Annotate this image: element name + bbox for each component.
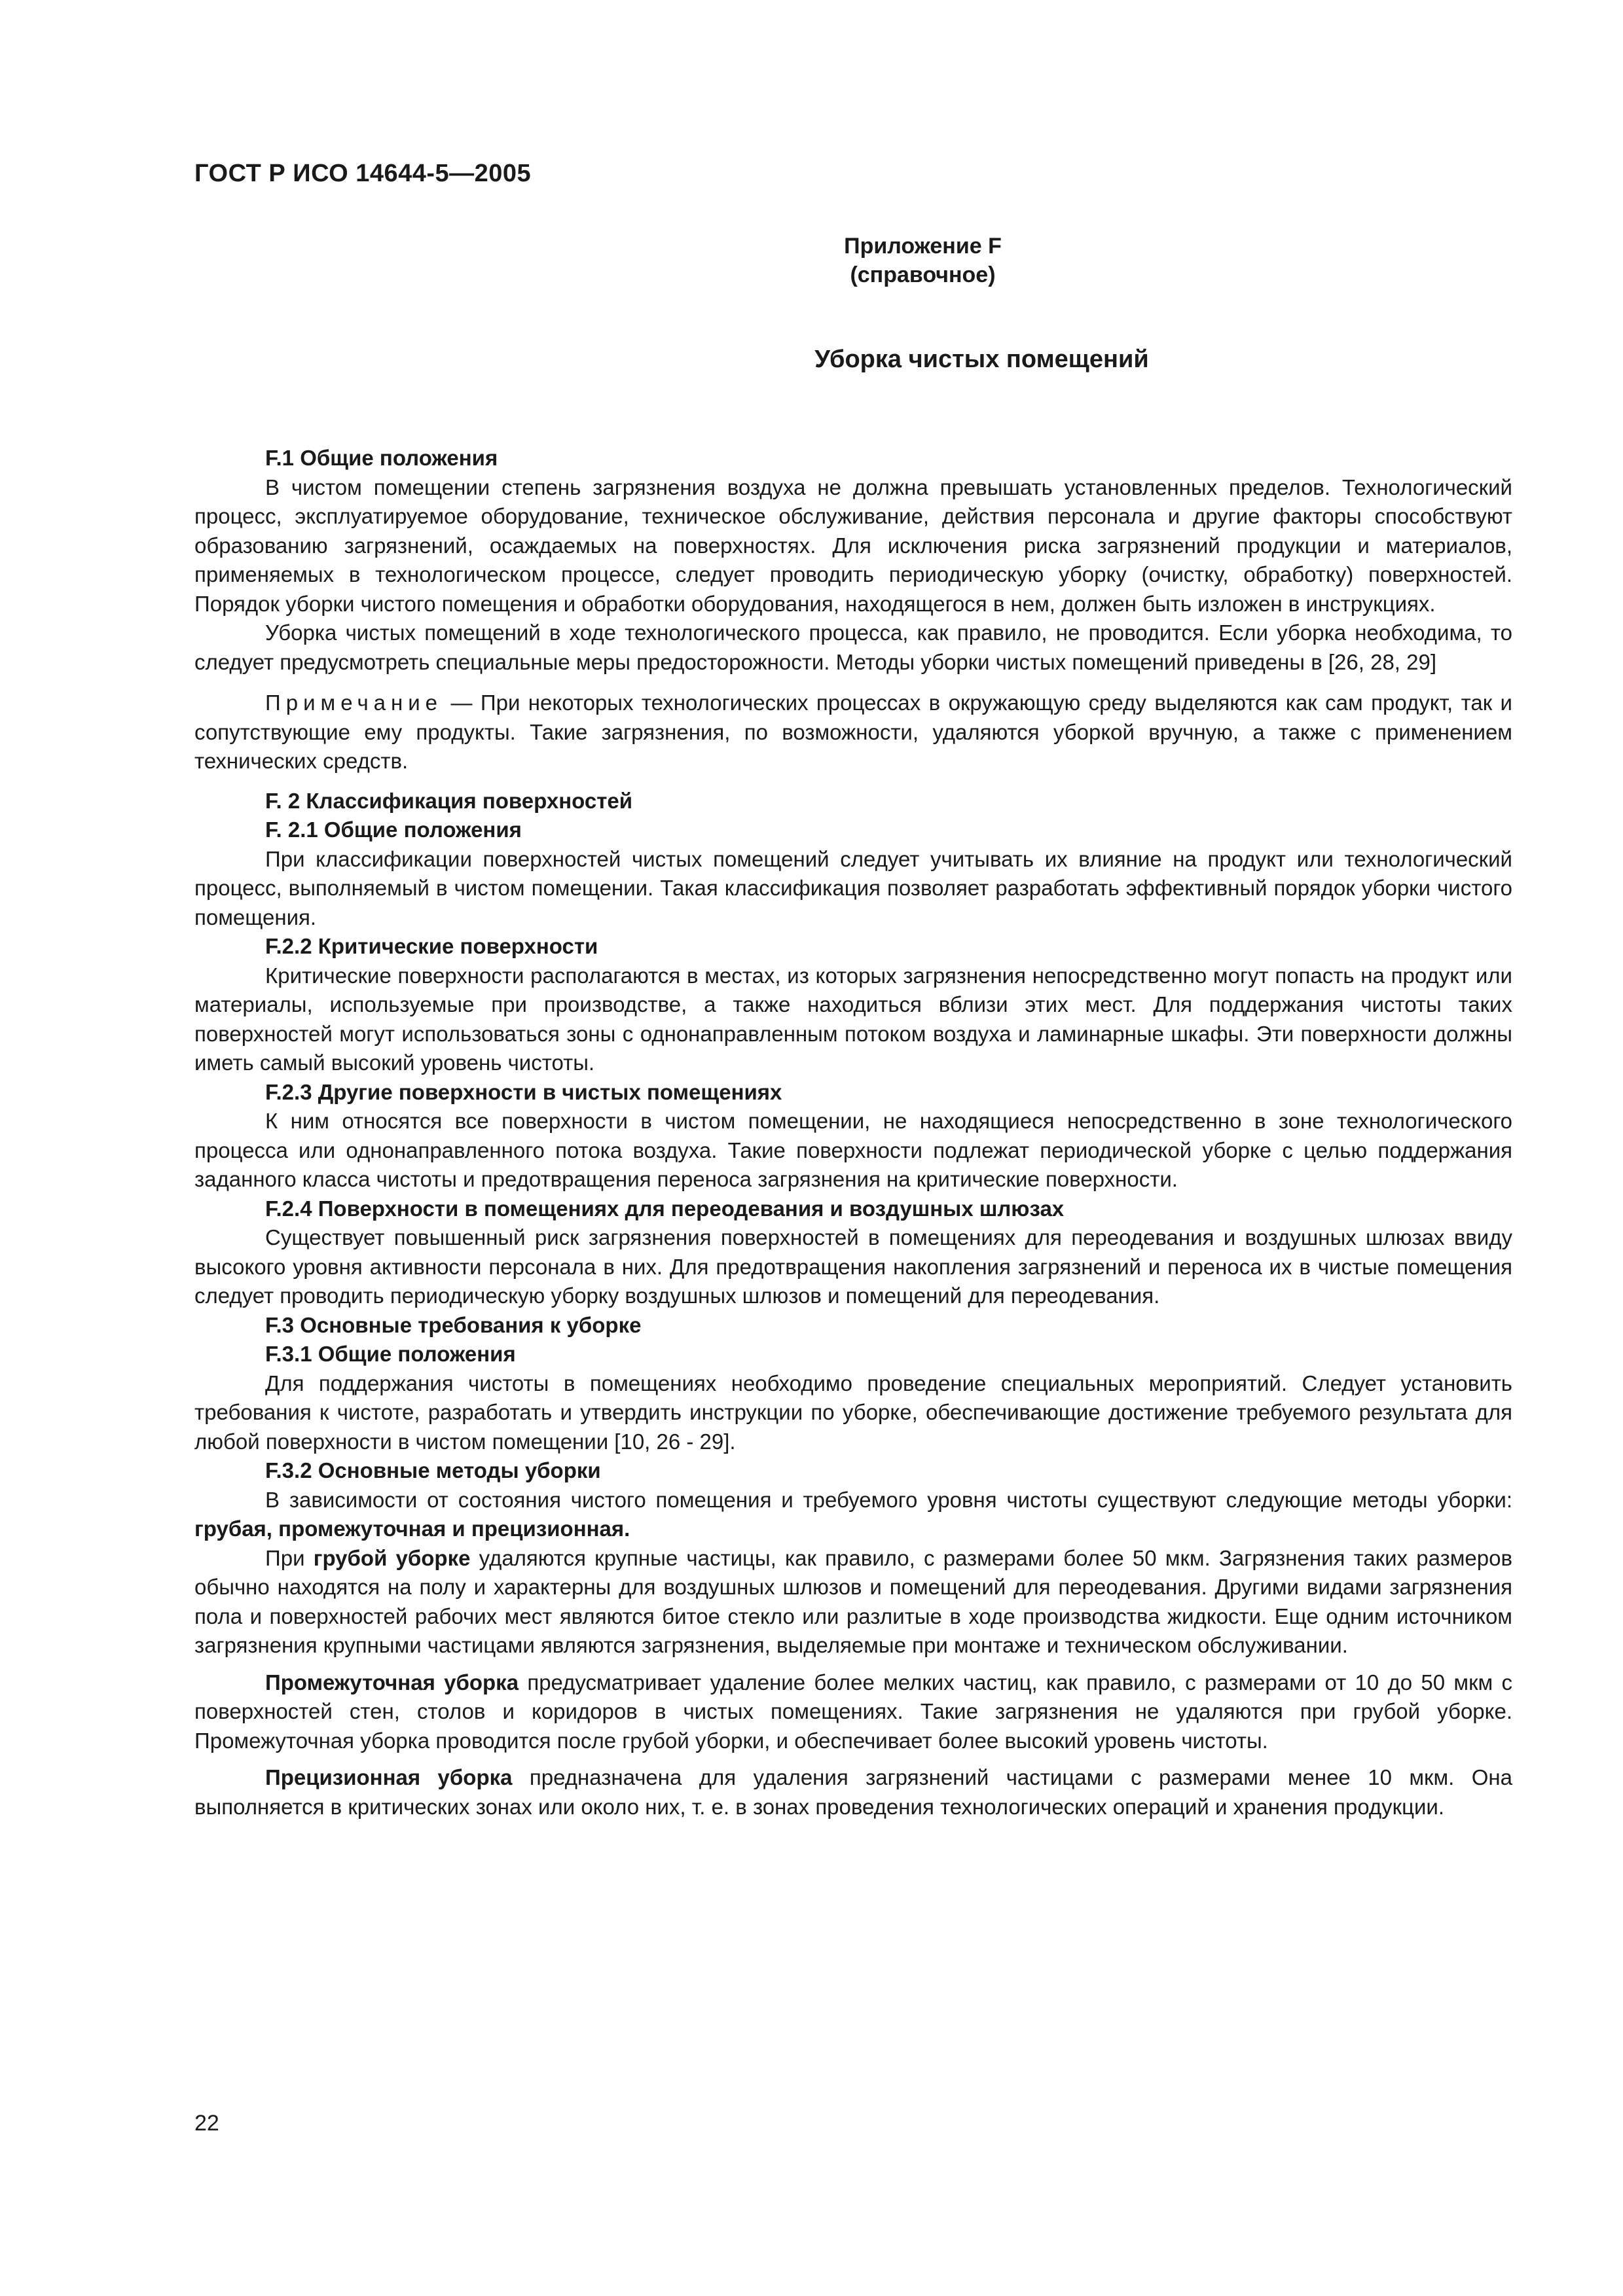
subsection-heading: F.2.4 Поверхности в помещениях для переодевания и воздушных шлюзах (265, 1196, 1065, 1221)
text-run: При (265, 1545, 314, 1570)
page-title (0, 346, 1623, 374)
page-title-text: Уборка чистых помещений (814, 346, 1149, 373)
bold-text-run: Прецизионная уборка (265, 1765, 513, 1789)
section-heading: F.1 Общие положения (265, 446, 498, 470)
paragraph: Для поддержания чистоты в помещениях необходимо проведение специальных мероприятий. Следует установить требования к чистоте, разработать и утвердить инструкции по уборке, обеспечивающие достижение требуемого результата для любой поверхности в чистом помещении [10, 26 - 29]. (194, 1371, 1512, 1454)
note-paragraph (194, 689, 1512, 776)
paragraph (194, 1544, 1512, 1660)
page-number: 22 (194, 2111, 219, 2136)
paragraph (194, 1763, 1512, 1821)
appendix-label: Приложение F (844, 234, 1002, 259)
document-body (194, 444, 1512, 1821)
bold-text-run: грубой уборке (313, 1545, 471, 1570)
paragraph: В чистом помещении степень загрязнения воздуха не должна превышать установленных пределов. Технологический процесс, эксплуатируемое оборудование, техническое обслуживание, действия персонала и другие факторы способствуют образованию загрязнений, осаждаемых на поверхностях. Для исключения риска загрязнений продукции и материалов, применяемых в технологическом процессе, следует проводить периодическую уборку (очистку, обработку) поверхностей. Порядок уборки чистого помещения и обработки оборудования, находящегося в нем, должен быть изложен в инструкциях. (194, 475, 1512, 616)
note-label: Примечание (265, 691, 443, 715)
subsection-heading: F. 2.1 Общие положения (265, 817, 522, 842)
bold-text-run: Промежуточная уборка (265, 1670, 519, 1695)
section-heading: F.3 Основные требования к уборке (265, 1312, 642, 1337)
text-run: В зависимости от состояния чистого помещения и требуемого уровня чистоты существуют следующие методы уборки: (265, 1487, 1512, 1512)
text-run: предусматривает удаление более мелких частиц, как правило, с размерами от 10 до 50 мкм с поверхностей стен, столов и коридоров в чистых помещениях. Такие загрязнения не удаляются при грубой уборке. Промежуточная уборка проводится после грубой уборки, и обеспечивает более высокий уровень чистоты. (194, 1670, 1512, 1753)
paragraph: Уборка чистых помещений в ходе технологического процесса, как правило, не проводится. Если уборка необходима, то следует предусмотреть специальные меры предосторожности. Методы уборки чистых помещений приведены в [26, 28, 29] (194, 620, 1512, 674)
paragraph (194, 1668, 1512, 1756)
document-code: ГОСТ Р ИСО 14644-5—2005 (194, 160, 532, 187)
subsection-heading: F.3.1 Общие положения (265, 1342, 516, 1366)
appendix-type: (справочное) (850, 262, 996, 287)
subsection-heading: F.2.2 Критические поверхности (265, 934, 598, 958)
paragraph: К ним относятся все поверхности в чистом помещении, не находящиеся непосредственно в зоне технологического процесса или однонаправленного потока воздуха. Такие поверхности подлежат периодической уборке с целью поддержания заданного класса чистоты и предотвращения переноса загрязнения на критические поверхности. (194, 1109, 1512, 1191)
subsection-heading: F.2.3 Другие поверхности в чистых помещениях (265, 1079, 782, 1104)
paragraph: Критические поверхности располагаются в местах, из которых загрязнения непосредственно могут попасть на продукт или материалы, используемые при производстве, а также находиться вблизи этих мест. Для поддержания чистоты таких поверхностей могут использоваться зоны с однонаправленным потоком воздуха и ламинарные шкафы. Эти поверхности должны иметь самый высокий уровень чистоты. (194, 963, 1512, 1075)
paragraph: Существует повышенный риск загрязнения поверхностей в помещениях для переодевания и воздушных шлюзах ввиду высокого уровня активности персонала в них. Для предотвращения накопления загрязнений и переноса их в чистые помещения следует проводить периодическую уборку воздушных шлюзов и помещений для переодевания. (194, 1225, 1512, 1308)
appendix-heading (0, 232, 1623, 289)
paragraph: При классификации поверхностей чистых помещений следует учитывать их влияние на продукт или технологический процесс, выполняемый в чистом помещении. Такая классификация позволяет разработать эффективный порядок уборки чистого помещения. (194, 846, 1512, 929)
subsection-heading: F.3.2 Основные методы уборки (265, 1458, 601, 1482)
note-text: — При некоторых технологических процессах в окружающую среду выделяются как сам продукт, так и сопутствующие ему продукты. Такие загрязнения, по возможности, удаляются уборкой вручную, а также с применением технических средств. (194, 691, 1512, 773)
bold-text-run: грубая, промежуточная и прецизионная. (194, 1516, 630, 1541)
text-run: предназначена для удаления загрязнений частицами с размерами менее 10 мкм. Она выполняется в критических зонах или около них, т. е. в зонах проведения технологических операций и хранения продукции. (194, 1765, 1512, 1819)
section-heading: F. 2 Классификация поверхностей (265, 788, 633, 813)
paragraph (194, 1486, 1512, 1544)
text-run: удаляются крупные частицы, как правило, с размерами более 50 мкм. Загрязнения таких размеров обычно находятся на полу и характерны для воздушных шлюзов и помещений для переодевания. Другими видами загрязнения пола и поверхностей рабочих мест являются битое стекло или разлитые в ходе производства жидкости. Еще одним источником загрязнения крупными частицами являются загрязнения, выделяемые при монтаже и техническом обслуживании. (194, 1545, 1512, 1657)
